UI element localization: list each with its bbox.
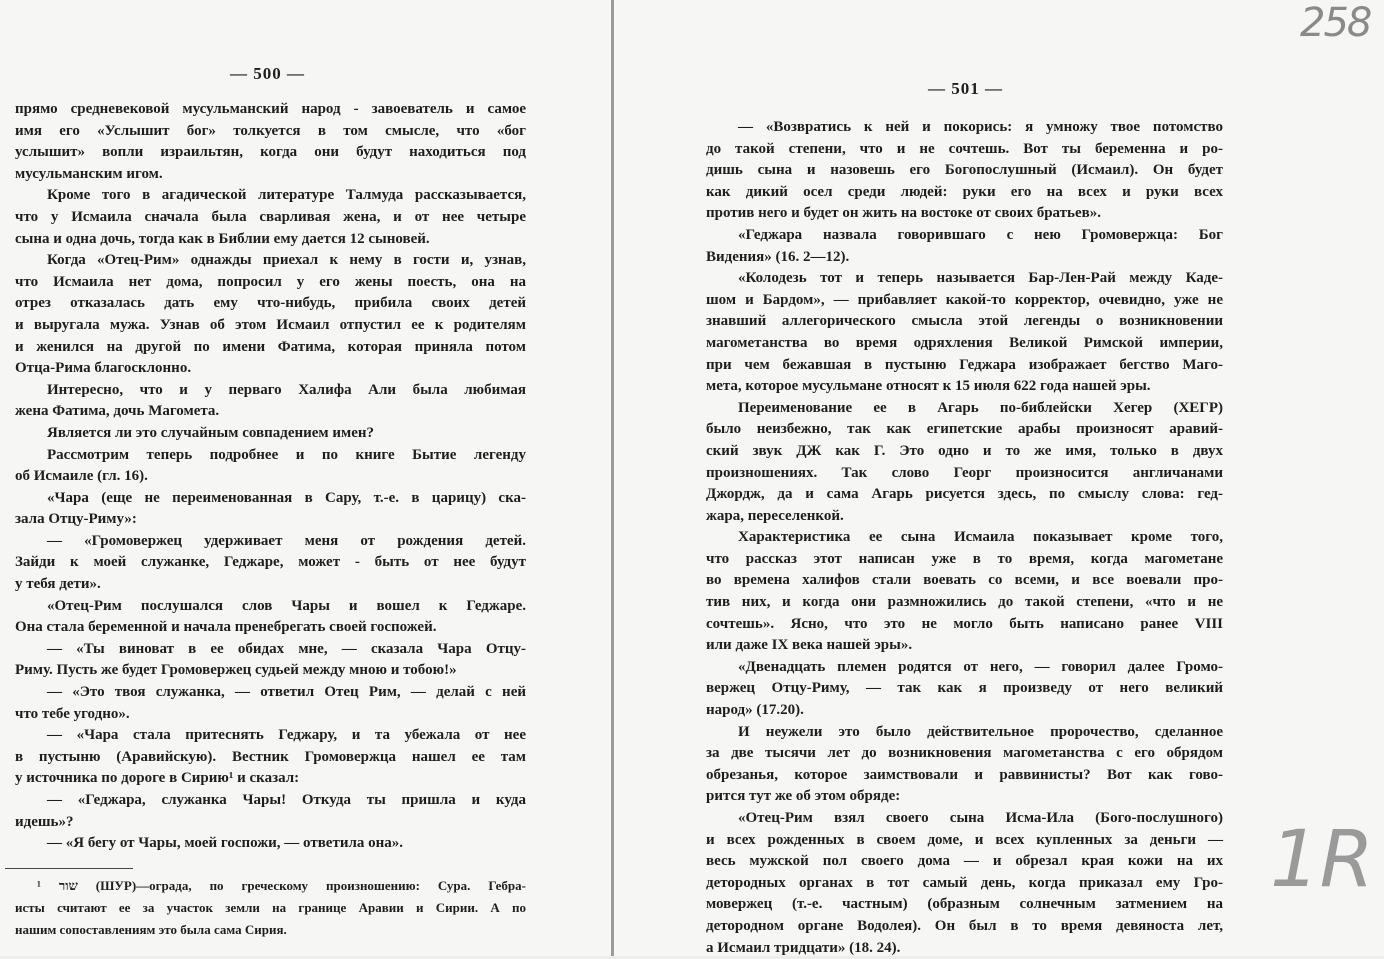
text-line: отрез отказалась дать ему что-нибудь, прибила своих детей <box>15 295 526 312</box>
text-line: «Чара (еще не переименованная в Сару, т.-е. в царицу) ска- <box>47 489 526 506</box>
page-number: — 500 — <box>230 64 305 83</box>
text-line: идешь»? <box>15 813 74 830</box>
paragraph <box>15 423 526 445</box>
text-line: И неужели это было действительное пророчество, сделанное <box>738 723 1223 740</box>
text-line: Отца-Рима благосклонно. <box>15 360 192 377</box>
handwritten-mark: 1R <box>1270 815 1374 905</box>
text-line: Она стала беременной и начала пренебрегать своей госпожей. <box>15 619 437 636</box>
text-line: весь мужской пол своего дома — и обрезал края кожи на их <box>706 853 1223 870</box>
text-line: Переименование ее в Агарь по-библейски Хегер (ХЕГР) <box>738 399 1223 416</box>
text-line: сына и одна дочь, тогда как в Библии ему дается 12 сыновей. <box>15 230 430 247</box>
paragraph <box>15 488 526 531</box>
text-line: имя его «Услышит бог» толкуется в том смысле, что «бог <box>15 122 526 139</box>
right-page <box>614 0 1384 956</box>
text-line: и выругала мужа. Узнав об этом Исмаил отпустил ее к родителям <box>15 316 526 333</box>
paragraph <box>15 790 526 833</box>
text-line: — «Геджара, служанка Чары! Откуда ты пришла и куда <box>47 792 526 808</box>
text-line: или даже IX века нашей эры». <box>706 637 913 654</box>
page-number: — 501 — <box>928 79 1003 98</box>
text-line: — «Ты виноват в ее обидах мне, — сказала Чара Отцу- <box>47 640 526 657</box>
text-line: — «Чара стала притеснять Геджару, и та убежала от нее <box>47 727 526 744</box>
text-line: при чем бежавшая в пустыню Геджара изображает бегство Маго- <box>706 356 1223 373</box>
paragraph <box>15 682 526 725</box>
text-line: детородном органе Водолея). Он был в то время девяноста лет, <box>706 917 1223 934</box>
text-line: «Отец-Рим взял своего сына Исма-Ила (Бого-послушного) <box>738 810 1223 826</box>
text-line: до такой степени, что и не сочтешь. Вот ты беременна и ро- <box>706 140 1223 157</box>
text-line: зала Отцу-Риму»: <box>15 511 137 528</box>
paragraph <box>15 725 526 790</box>
text-line: что рассказ этот написан уже в то время, когда магометане <box>706 550 1223 567</box>
text-line: Когда «Отец-Рим» однажды приехал к нему в гости и, узнав, <box>47 252 526 269</box>
text-line: ский звук ДЖ как Г. Это одно и то же имя, только в двух <box>706 442 1223 459</box>
text-line: — «Я бегу от Чары, моей госпожи, — ответила она». <box>47 835 404 852</box>
paragraph <box>706 527 1223 657</box>
text-line: Интересно, что и у перваго Халифа Али была любимая <box>47 381 526 398</box>
text-line: — «Это твоя служанка, — ответил Отец Рим, — делай с ней <box>47 684 526 701</box>
text-line: Кроме того в агадической литературе Талмуда рассказывается, <box>47 187 526 204</box>
text-line: — «Возвратись к ней и покорись: я умножу твое потомство <box>738 119 1223 135</box>
text-line: обрезанья, которое заимствовали и раввинисты? Вот как гово- <box>706 766 1223 783</box>
text-line: как дикий осел среди людей: руки его на всех и руки всех <box>706 183 1223 200</box>
text-line: дишь сына и назовешь его Богопослушный (Исмаил). Он будет <box>706 162 1223 179</box>
footnote-line: нашим сопоставлениям это была сама Сирия. <box>15 922 287 937</box>
text-line: а Исмаил тридцати» (18. 24). <box>706 939 901 956</box>
handwritten-folio-number: 258 <box>1300 0 1371 46</box>
text-line: шом и Бардом», — прибавляет какой-то корректор, очевидно, уже не <box>706 291 1223 308</box>
text-line: в пустыню (Аравийскую). Вестник Громовержца нашел ее там <box>15 748 526 765</box>
text-line: услышит» вопли израильтян, когда они будут находиться под <box>15 144 526 161</box>
text-line: детородных органах в тот самый день, когда приказал ему Гро- <box>706 874 1223 891</box>
paragraph <box>706 657 1223 722</box>
right-page-body <box>706 117 1223 959</box>
text-line: и всех рожденных в своем доме, и всех купленных за деньги — <box>706 831 1223 848</box>
text-line: за две тысячи лет до возникновения магометанства с его обрядом <box>706 745 1223 762</box>
text-line: жена Фатима, дочь Магомета. <box>15 403 220 420</box>
text-line: «Колодезь тот и теперь называется Бар-Лен-Рай между Каде- <box>738 270 1223 287</box>
text-line: магометанства во время одряхления Великой Римской империи, <box>706 334 1223 351</box>
footnote <box>15 875 526 941</box>
text-line: рится тут же об этом обряде: <box>706 788 901 805</box>
paragraph <box>15 185 526 250</box>
text-line: у источника по дороге в Сирию¹ и сказал: <box>15 770 300 787</box>
paragraph <box>15 833 526 855</box>
paragraph <box>15 445 526 488</box>
footnote-line: исты считают ее за участок земли на границе Аравии и Сирии. А по <box>15 900 526 915</box>
text-line: народ» (17.20). <box>706 702 804 719</box>
text-line: Рассмотрим теперь подробнее и по книге Бытие легенду <box>47 446 526 463</box>
text-line: мусульманским игом. <box>15 165 163 182</box>
paragraph <box>15 531 526 596</box>
footnote-divider <box>5 868 133 869</box>
text-line: у тебя дети». <box>15 576 101 593</box>
text-line: тив них, и когда они размножились до такой степени, «что и не <box>706 594 1223 611</box>
left-page-body <box>15 99 526 855</box>
text-line: Является ли это случайным совпадением имен? <box>47 424 375 441</box>
left-page <box>0 0 612 956</box>
text-line: мовержец (т.-е. частным) (образным солнечным затмением на <box>706 896 1223 913</box>
text-line: «Двенадцать племен родятся от него, — говорил далее Громо- <box>738 658 1223 675</box>
text-line: знавший аллегорического смысла этой легенды о возникновении <box>706 313 1223 330</box>
text-line: что Исмаила нет дома, попросил у его жены поесть, она на <box>15 273 526 290</box>
text-line: прямо средневековой мусульманский народ - завоеватель и самое <box>15 101 526 117</box>
text-line: во времена халифов стали воевать со всеми, и все воевали про- <box>706 572 1223 589</box>
text-line: об Исмаиле (гл. 16). <box>15 468 148 485</box>
paragraph <box>706 268 1223 398</box>
text-line: Риму. Пусть же будет Громовержец судьей между мною и тобою!» <box>15 662 457 679</box>
text-line: Характеристика ее сына Исмаила показывает кроме того, <box>738 529 1223 546</box>
text-line: Джордж, да и сама Агарь рисуется здесь, по смыслу слова: гед- <box>706 486 1223 503</box>
text-line: вержец Отцу-Риму, — так как я произведу от него великий <box>706 680 1223 697</box>
paragraph <box>15 380 526 423</box>
text-line: было неизбежно, так как египетские арабы произносят аравий- <box>706 421 1223 438</box>
text-line: против него и будет он жить на востоке от своих братьев». <box>706 205 1101 222</box>
text-line: Видения» (16. 2—12). <box>706 248 850 265</box>
text-line: что тебе угодно». <box>15 705 130 722</box>
paragraph <box>15 596 526 639</box>
footnote-line: ¹ שור (ШУР)—ограда, по греческому произношению: Сура. Гебра- <box>37 878 526 893</box>
paragraph <box>15 250 526 380</box>
paragraph <box>706 398 1223 528</box>
text-line: и женился на другой по имени Фатима, которая приняла потом <box>15 338 526 355</box>
paragraph <box>706 117 1223 225</box>
paragraph <box>15 99 526 185</box>
text-line: что у Исмаила сначала была сварливая жена, и от нее четыре <box>15 208 526 225</box>
text-line: Зайди к моей служанке, Геджаре, может - быть от нее будут <box>15 554 526 571</box>
text-line: мета, которое мусульмане относят к 15 июля 622 года нашей эры. <box>706 378 1151 395</box>
text-line: — «Громовержец удерживает меня от рождения детей. <box>47 532 526 549</box>
paragraph <box>706 722 1223 808</box>
paragraph <box>706 808 1223 959</box>
paragraph <box>706 225 1223 268</box>
text-line: «Геджара назвала говорившаго с нею Громовержца: Бог <box>738 226 1223 243</box>
text-line: произношениях. Так слово Георг произносится англичанами <box>706 464 1223 481</box>
text-line: сочтешь». Ясно, что это не могло быть написано ранее VIII <box>706 615 1223 632</box>
text-line: «Отец-Рим послушался слов Чары и вошел к Геджаре. <box>47 597 526 614</box>
text-line: жара, переселенкой. <box>706 507 844 524</box>
paragraph <box>15 639 526 682</box>
